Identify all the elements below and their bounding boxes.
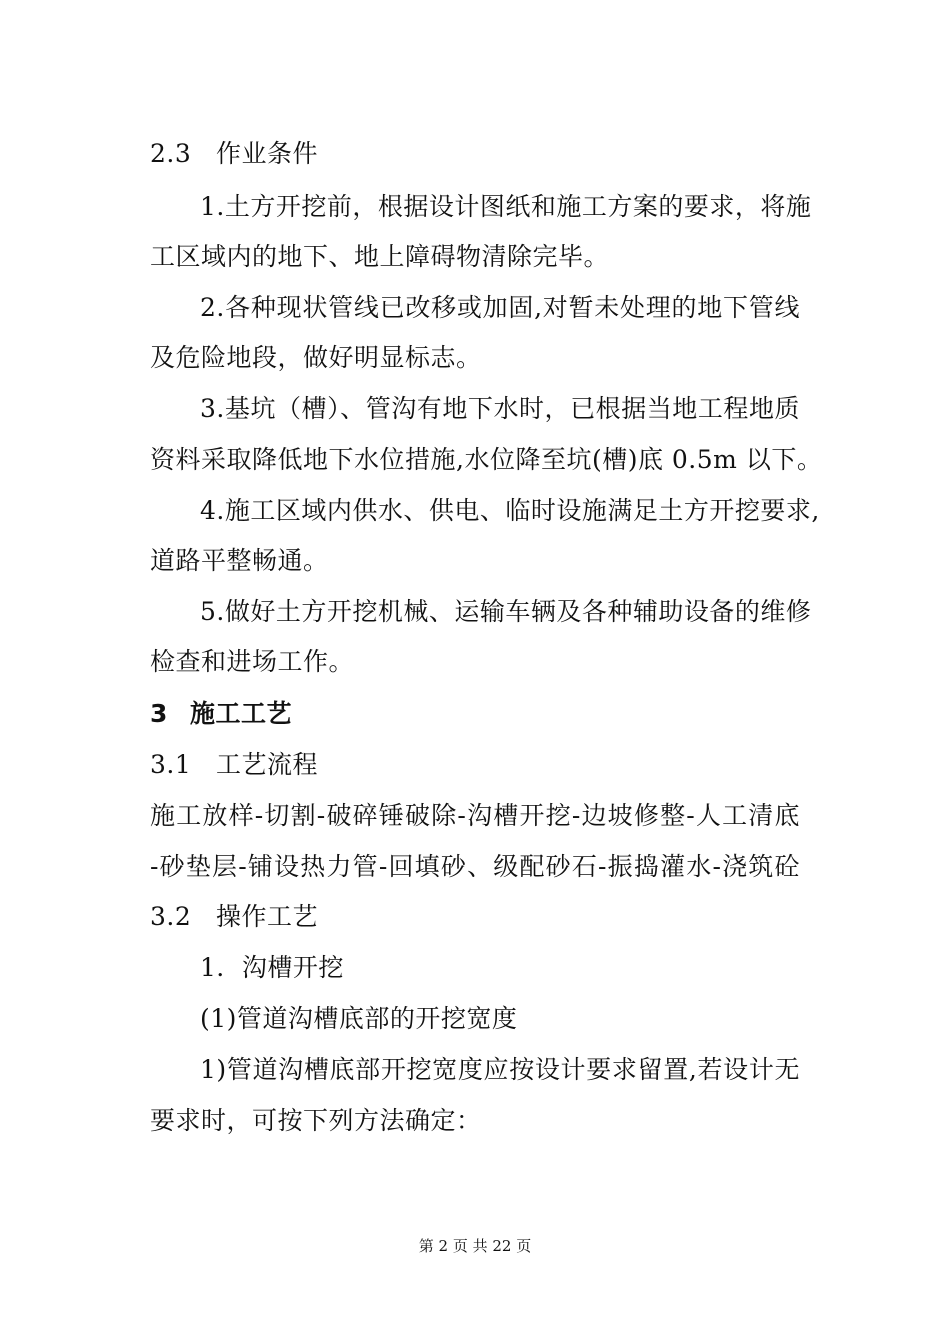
paragraph-line: 工区域内的地下、地上障碍物清除完毕。 (150, 242, 610, 271)
heading-number: 2.3 (150, 139, 192, 168)
heading-3-2 (150, 900, 318, 934)
heading-3 (150, 697, 292, 731)
heading-number: 3.2 (150, 902, 192, 931)
heading-2-3 (150, 137, 318, 171)
heading-title: 施工工艺 (190, 699, 293, 728)
heading-number: 3.1 (150, 750, 192, 779)
paragraph-line: -砂垫层-铺设热力管-回填砂、级配砂石-振捣灌水-浇筑砼 (150, 852, 800, 881)
paragraph-line: 3.基坑（槽）、管沟有地下水时，已根据当地工程地质 (200, 394, 800, 423)
heading-title: 工艺流程 (216, 750, 319, 779)
paragraph-line: 道路平整畅通。 (150, 546, 329, 575)
heading-title: 操作工艺 (216, 902, 319, 931)
paragraph-line: 及危险地段，做好明显标志。 (150, 343, 482, 372)
paragraph-line: 4.施工区域内供水、供电、临时设施满足土方开挖要求, (200, 496, 820, 525)
heading-3-1 (150, 748, 318, 782)
heading-title: 作业条件 (216, 139, 319, 168)
subheading-1: 1．沟槽开挖 (200, 953, 344, 982)
paragraph-line: 资料采取降低地下水位措施,水位降至坑(槽)底 0.5m 以下。 (150, 445, 823, 474)
paragraph-line: 检查和进场工作。 (150, 647, 355, 676)
paragraph-line: 1.土方开挖前，根据设计图纸和施工方案的要求，将施 (200, 192, 812, 221)
heading-number: 3 (150, 699, 168, 728)
subheading-1-1: (1)管道沟槽底部的开挖宽度 (200, 1004, 518, 1033)
paragraph-line: 施工放样-切割-破碎锤破除-沟槽开挖-边坡修整-人工清底 (150, 801, 800, 830)
page-footer: 第 2 页 共 22 页 (418, 1237, 532, 1255)
paragraph-line: 2.各种现状管线已改移或加固,对暂未处理的地下管线 (200, 293, 800, 322)
paragraph-line: 5.做好土方开挖机械、运输车辆及各种辅助设备的维修 (200, 597, 812, 626)
paragraph-line: 要求时，可按下列方法确定： (150, 1106, 482, 1135)
paragraph-line: 1)管道沟槽底部开挖宽度应按设计要求留置,若设计无 (200, 1055, 800, 1084)
